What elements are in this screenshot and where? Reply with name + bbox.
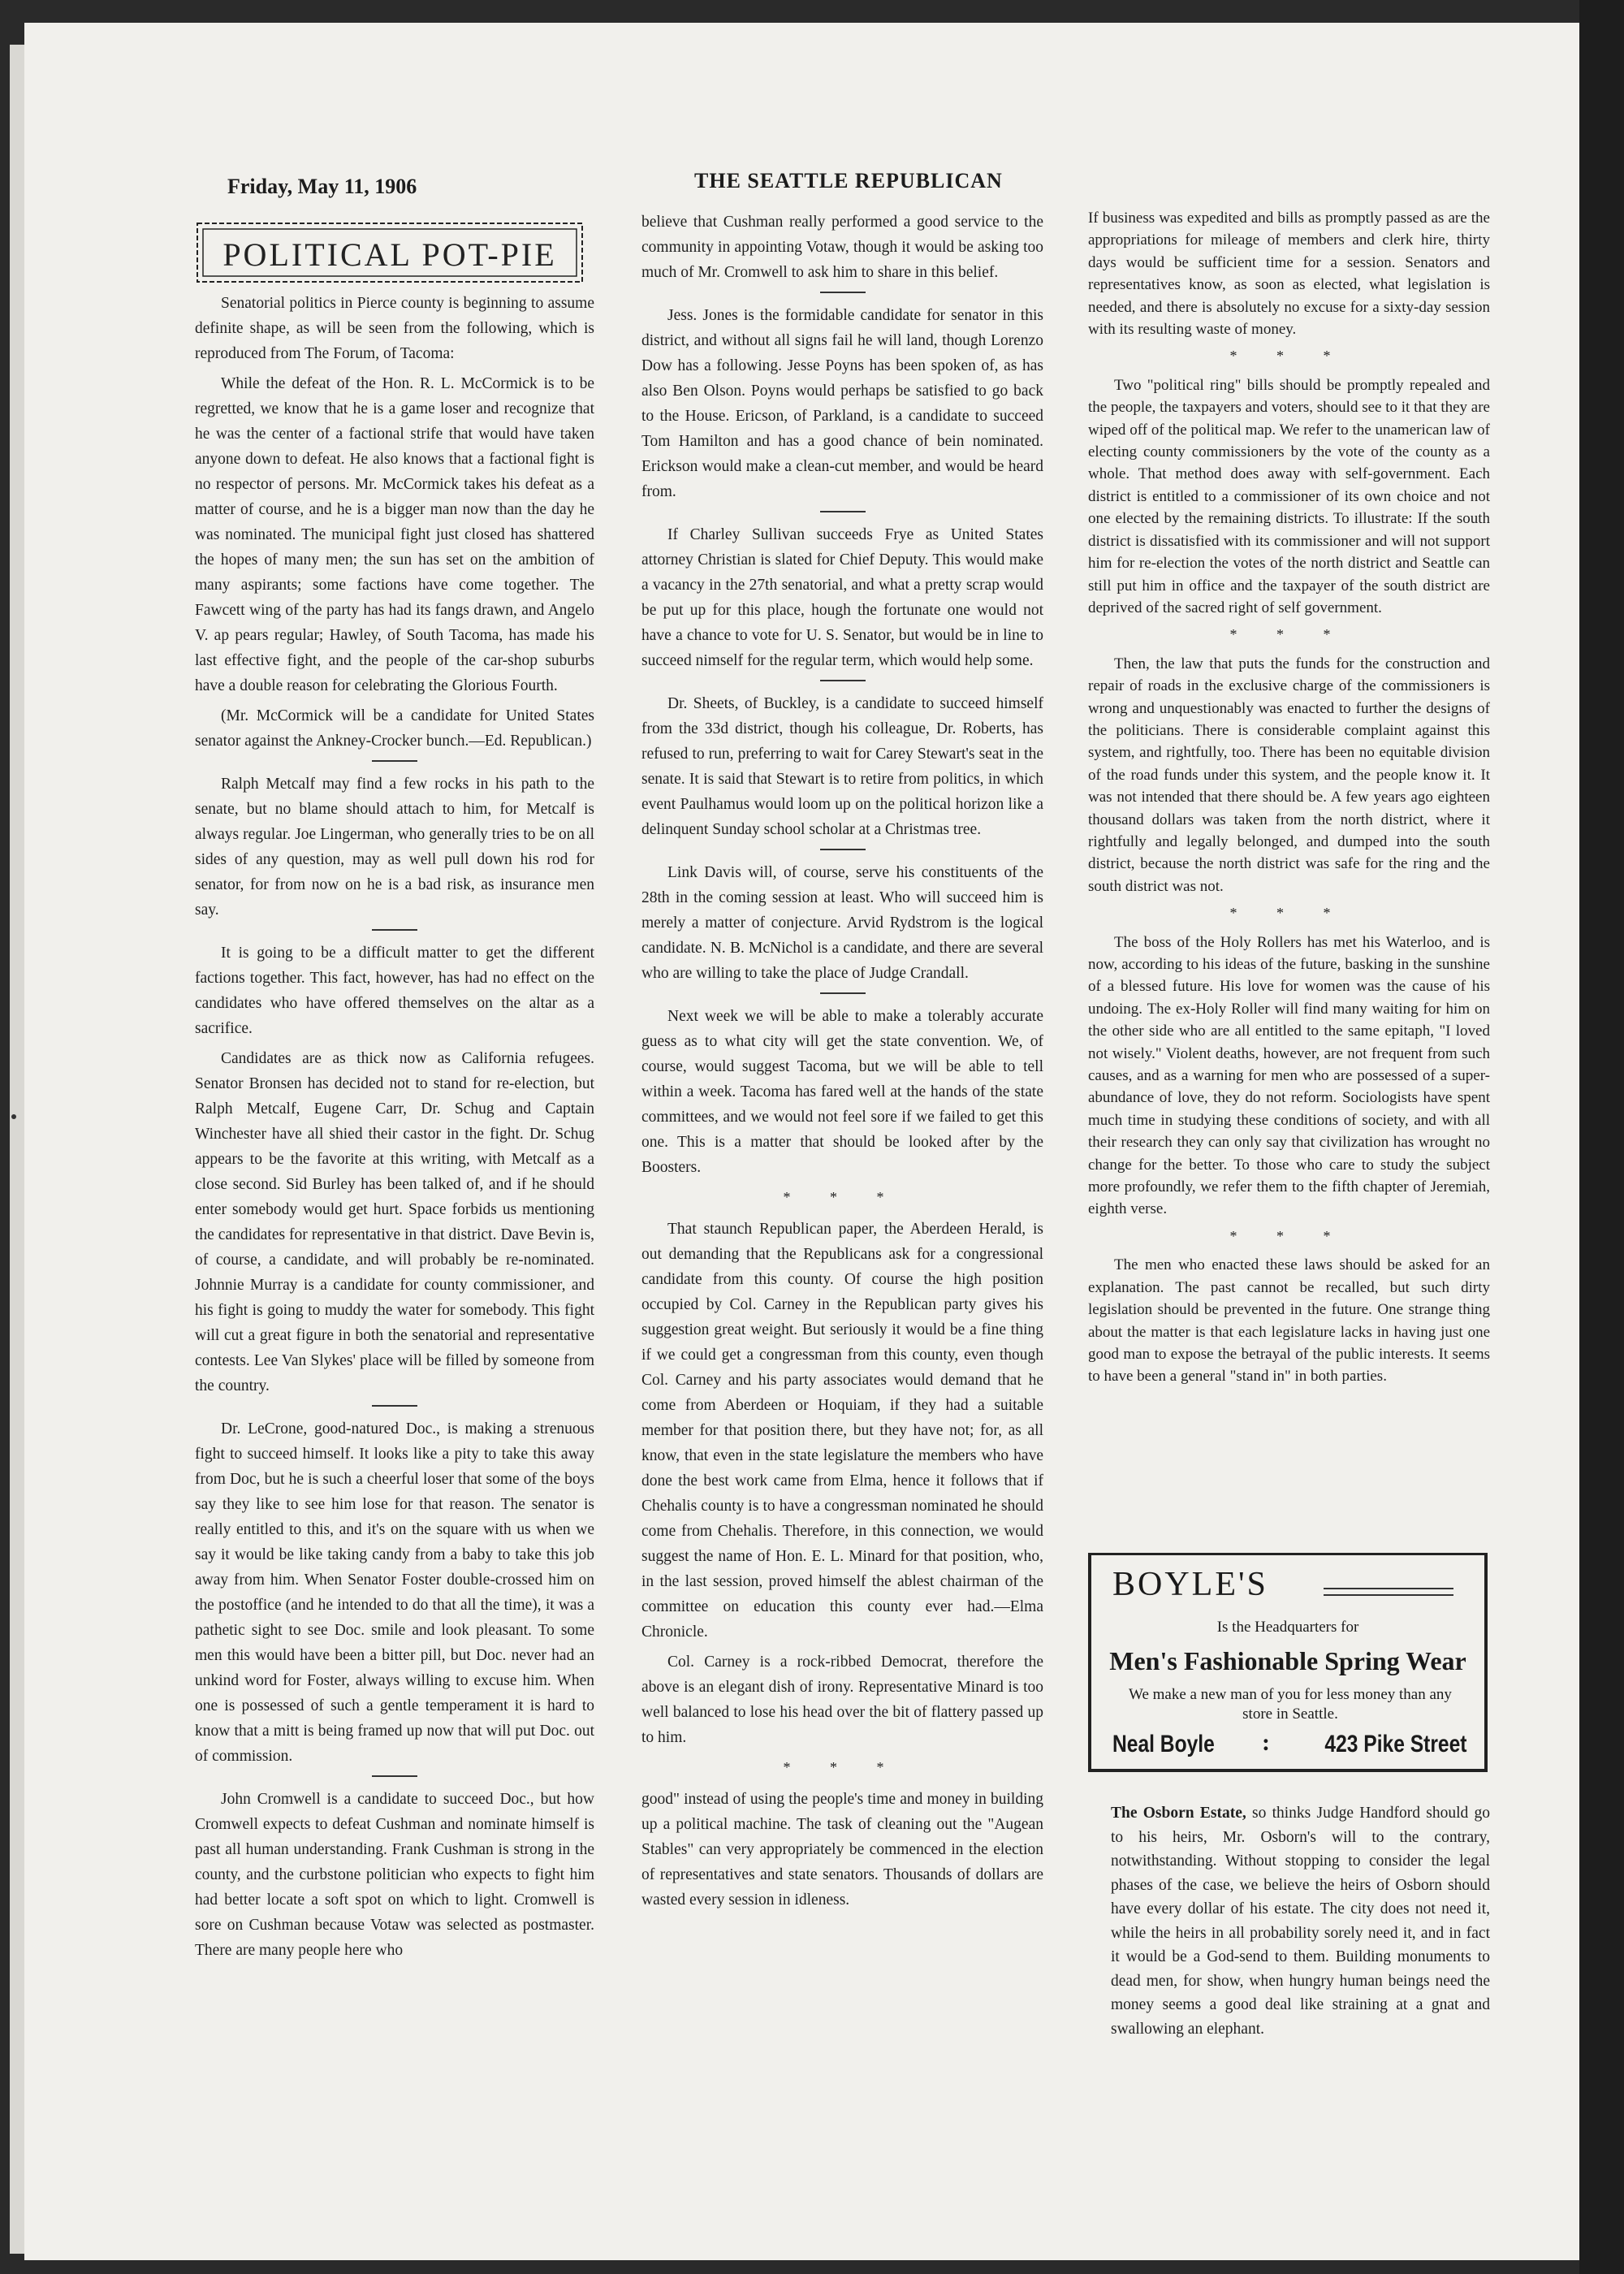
paragraph: Jess. Jones is the formidable candidate for senator in this district, and without all signs fail he will land, though Lorenzo Dow has a following. Jesse Poyns has been spoken of, as has also Ben Olson. Poyns would perhaps be satisfied to go back to the House. Ericson, of Parkland, is a candidate to succeed Tom Hamilton and has a good chance of bein nominated. Erickson would make a clean-cut member, and would be heard from. — [641, 307, 1043, 500]
ad-brand-rule — [1324, 1588, 1453, 1596]
paragraph: Then, the law that puts the funds for the construction and repair of roads in the exclusive charge of the commissioners is wrong and unquestionably was enacted to further the designs of the politicians. There is considerable complaint against this system, and rightfully, too. There has been no equitable division of the road funds under this system, and the people know it. It was not intended that there should be. A few years ago eighteen thousand dollars was taken from the north district, where it rightfully and legally belonged, and dumped into the south district, because the north district was safe for the ring and the south district was not. — [1088, 655, 1490, 895]
article-lead: The Osborn Estate, — [1111, 1805, 1246, 1822]
paragraph: Senatorial politics in Pierce county is beginning to assume definite shape, as will be seen from the following, which is reproduced from The Forum, of Tacoma: — [195, 295, 594, 362]
paragraph: Col. Carney is a rock-ribbed Democrat, therefore the above is an elegant dish of irony. Representative Minard is too well balanced to lose his head over the bit of flattery passed up to him. — [641, 1654, 1043, 1746]
paragraph: The boss of the Holy Rollers has met his Waterloo, and is now, according to his ideas of the future, basking in the sunshine of a blessed future. His love for women was the cause of his undoing. The ex-Holy Roller will find many waiting for him on the other side who are all entitled to the same epitaph, "I loved not wisely." Violent deaths, however, are not frequent from such causes, and as a warning for men who are possessed of a super-abundance of love, they do not reform. Sociologists have spent much time in studying these conditions of society, and with all their research they can only say that civilization has wrought no change for the better. To those who care to study the subject more profoundly, we refer them to the fifth chapter of Jeremiah, eighth verse. — [1088, 933, 1490, 1218]
paragraph: While the defeat of the Hon. R. L. McCormick is to be regretted, we know that he is a game loser and recognize that he was the center of a factional strife that would have taken anyone down to defeat. He also knows that a factional fight is no respector of persons. Mr. McCormick takes his defeat as a matter of course, and he is a bigger man now than the day he was nominated. The municipal fight just closed has shattered the hopes of many men; the sun has set on the ambition of many aspirants; some factions have come together. The Fawcett wing of the party has had its fangs drawn, and Angelo V. ap pears regular; Hawley, of South Tacoma, has made his last effective fight, and the people of the car-shop suburbs have a double reason for celebrating the Glorious Fourth. — [195, 375, 594, 694]
divider — [820, 992, 866, 994]
paragraph: Next week we will be able to make a tolerably accurate guess as to what city will get the state convention. We, of course, would suggest Tacoma, but we will be able to tell within a week. Tacoma has fared well at the hands of the state committees, and we would not feel sore if we failed to get this one. This is a matter that should be looked after by the Boosters. — [641, 1008, 1043, 1176]
section-masthead — [195, 221, 585, 291]
paragraph: Dr. LeCrone, good-natured Doc., is making a strenuous fight to succeed himself. It looks like a pity to take this away from Doc, but he is such a cheerful loser that some of the boys say they like to see him lose for that reason. The senator is really entitled to this, and it's on the square with us when we say it would be like taking candy from a baby to take this job away from him. When Senator Foster double-crossed him on the postoffice (and he intended to do that all the time), it was a pathetic sight to see Doc. smile and look pleasant. To some men this would have been a bitter pill, but Doc. never had an unkind word for Foster, always willing to excuse him. When one is possessed of such a gentle temperament it is hard to know that a mitt is being framed up now that will put Doc. out of commission. — [195, 1420, 594, 1765]
paragraph: That staunch Republican paper, the Aberdeen Herald, is out demanding that the Republicans ask for a congressional candidate from this county. Of course the high position occupied by Col. Carney in the Republican party gives his suggestion great weight. But seriously it would be a fine thing if we could get a congressman from this county, even though Col. Carney and his party associates would demand that he come from Aberdeen or Hoquiam, if they had a suitable member for that position there, but they have not; for, as all know, that even in the state legislature the members who have done the best work came from Elma, hence it follows that if Chehalis county is to have a congressman nominated he should come from Chehalis. Therefore, in this connection, we would suggest the name of Hon. E. L. Minard for that position, who, in the last session, proved himself the ablest chairman of the committee on education this county ever had.—Elma Chronicle. — [641, 1221, 1043, 1641]
ad-brand: BOYLE'S — [1112, 1566, 1268, 1603]
paragraph: It is going to be a difficult matter to get the different factions together. This fact, however, has had no effect on the candidates who have offered themselves on the altar as a sacrifice. — [195, 945, 594, 1037]
newspaper-title: THE SEATTLE REPUBLICAN — [694, 169, 1003, 192]
star-separator: * * * — [1229, 905, 1349, 922]
section-title: POLITICAL POT-PIE — [222, 236, 557, 273]
star-separator: * * * — [783, 1189, 902, 1205]
star-separator: * * * — [1229, 1227, 1349, 1244]
paragraph: Ralph Metcalf may find a few rocks in his path to the senate, but no blame should attach to him, for Metcalf is always regular. Joe Lingerman, who generally tries to be on all sides of any question, may as well pull down his rod for senator, for from now on he is a bad risk, as insurance men say. — [195, 776, 594, 919]
ad-headline: Men's Fashionable Spring Wear — [1109, 1646, 1466, 1675]
star-separator: * * * — [783, 1759, 902, 1775]
divider — [820, 292, 866, 293]
star-separator: * * * — [1229, 348, 1349, 365]
page-edge — [10, 45, 24, 2254]
divider — [820, 511, 866, 512]
paragraph: Two "political ring" bills should be promptly repealed and the people, the taxpayers and voters, should see to it that they are wiped off of the political map. We refer to the unamerican law of electing county commissioners by the vote of the county as a whole. That method does away with self-government. Each district is entitled to a commissioner of its own choice and not one elected by the remaining districts. To illustrate: If the south district is dissatisfied with its commissioner and will not support him for re-election the votes of the north district and Seattle can still put him in office and the taxpayer of the south district are deprived of the sacred right of self government. — [1088, 376, 1490, 616]
article-text: so thinks Judge Handford should go to his heirs, Mr. Osborn's will to the contrary, notwithstanding. Without stopping to consider the legal phases of the case, we believe the heirs of Osborn should have every dollar of his estate. The city does not need it, while the heirs in all probability sorely need it, and in fact it would be a God-send to them. Building monuments to dead men, for show, when hungry human beings need the money seems a good deal like straining at a gnat and swallowing an elephant. — [1111, 1805, 1490, 2038]
boyles-advertisement — [1088, 1553, 1488, 1772]
paragraph: John Cromwell is a candidate to succeed Doc., but how Cromwell expects to defeat Cushman and nominate himself is past all human understanding. Frank Cushman is strong in the county, and the curbstone politician who expects to fight him had better locate a soft spot on which to light. Cromwell is sore on Cushman because Votaw was selected as postmaster. There are many people here who — [195, 1791, 594, 1959]
scan-border — [1579, 0, 1624, 2274]
paragraph: If Charley Sullivan succeeds Frye as United States attorney Christian is slated for Chief Deputy. This would make a vacancy in the 27th senatorial, and what a pretty scrap would be put up for this place, hough the fortunate one would not have a chance to vote for U. S. Senator, but would be in line to succeed nimself for the regular term, which would help some. — [641, 526, 1043, 669]
column-1 — [195, 291, 594, 1968]
paragraph: The men who enacted these laws should be asked for an explanation. The past cannot be recalled, but such dirty legislation should be prevented in the future. One strange thing about the matter is that each legislature lacks in having just one good man to expose the betrayal of the public interests. It seems to have been a general "stand in" in both parties. — [1088, 1256, 1490, 1386]
divider — [372, 1775, 417, 1777]
osborn-estate-article — [1111, 1801, 1490, 2041]
binding-mark — [11, 1114, 16, 1119]
divider — [820, 680, 866, 681]
paragraph: (Mr. McCormick will be a candidate for United States senator against the Ankney-Crocker bunch.—Ed. Republican.) — [195, 707, 594, 750]
star-separator: * * * — [1229, 626, 1349, 643]
paragraph: believe that Cushman really performed a good service to the community in appointing Votaw, though it would be asking too much of Mr. Cromwell to ask him to share in this belief. — [641, 214, 1043, 281]
divider — [372, 760, 417, 762]
ad-subheading: Is the Headquarters for — [1216, 1619, 1359, 1636]
paragraph: Candidates are as thick now as California refugees. Senator Bronsen has decided not to stand for re-election, but Ralph Metcalf, Eugene Carr, Dr. Schug and Captain Winchester have all shied their castor in the fight. Dr. Schug appears to be the favorite at this writing, with Metcalf as a close second. Sid Burley has been talked of, and if he should enter somebody would get hurt. Space forbids us mentioning the candidates for representative in that district. Dave Bevin is, of course, a candidate, and will probably be re-nominated. Johnnie Murray is a candidate for county commissioner, and his fight is going to muddy the water for somebody. This fight will cut a great figure in both the senatorial and representative contests. Lee Van Slykes' place will be filled by someone from the country. — [195, 1050, 594, 1394]
divider — [372, 1405, 417, 1407]
ad-proprietor: Neal Boyle — [1112, 1731, 1215, 1757]
paragraph: If business was expedited and bills as promptly passed as are the appropriations for mileage of members and clerk hire, thirty days would be sufficient time for a session. Senators and representatives know, as soon as elected, what legislation is needed, and there is absolutely no excuse for a sixty-day session with its resulting waste of money. — [1088, 210, 1490, 339]
ad-colon: : — [1262, 1729, 1270, 1756]
column-2 — [641, 210, 1043, 1917]
issue-date: Friday, May 11, 1906 — [227, 175, 417, 198]
paragraph: Dr. Sheets, of Buckley, is a candidate to succeed himself from the 33d district, though his colleague, Dr. Roberts, has refused to run, preferring to wait for Carey Stewart's seat in the senate. It is said that Stewart is to retire from politics, in which event Paulhamus would loom up on the political horizon like a delinquent Sunday school scholar at a Christmas tree. — [641, 695, 1043, 838]
divider — [820, 849, 866, 850]
paragraph: Link Davis will, of course, serve his constituents of the 28th in the coming session at least. Who will succeed him is merely a matter of conjecture. Arvid Rydstrom is the logical candidate. N. B. McNichol is a candidate, and there are several who are willing to take the place of Judge Crandall. — [641, 864, 1043, 982]
ad-body: We make a new man of you for less money than any store in Seattle. — [1129, 1686, 1452, 1723]
paragraph: good" instead of using the people's time and money in building up a political machine. The task of cleaning out the "Augean Stables" can very appropriately be commenced in the election of representatives and state senators. Thousands of dollars are wasted every session in idleness. — [641, 1791, 1043, 1909]
column-3 — [1088, 207, 1490, 1393]
divider — [372, 929, 417, 931]
ad-address: 423 Pike Street — [1324, 1731, 1466, 1757]
